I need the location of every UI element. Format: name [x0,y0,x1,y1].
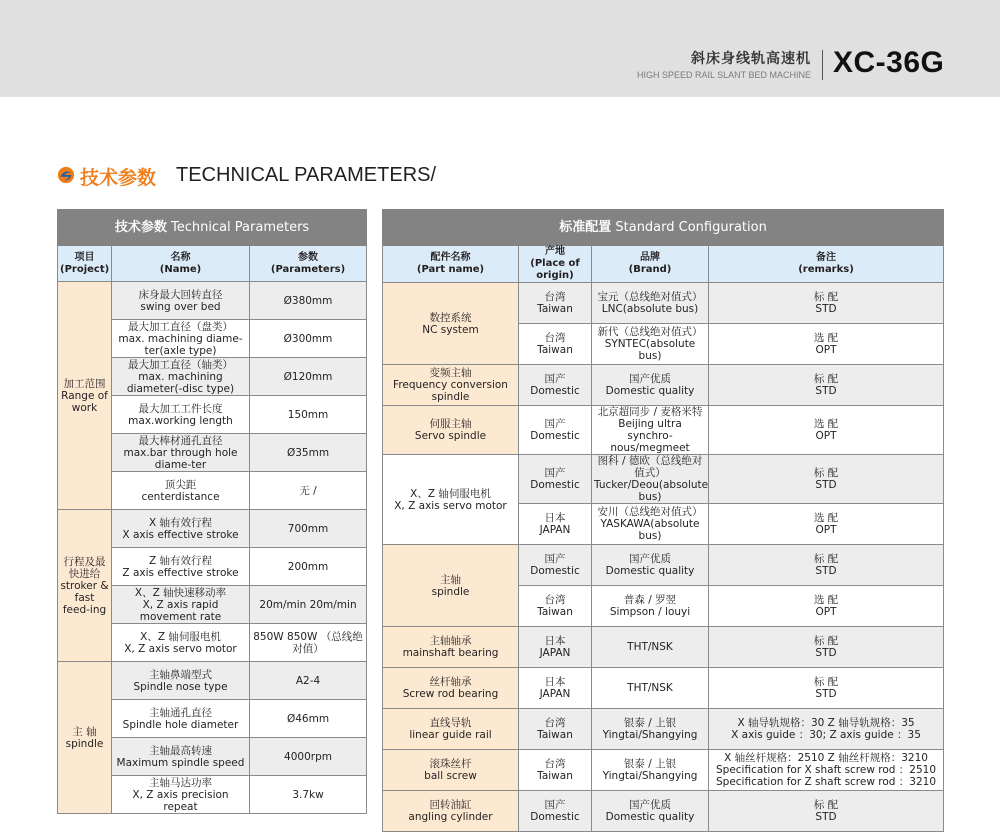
table-title-cn: 标准配置 [559,219,612,235]
parameter-name: 顶尖距 centerdistance [112,472,250,510]
origin-cell: 日本 JAPAN [519,627,592,668]
table-row [58,510,367,548]
parameter-name: 床身最大回转直径 swing over bed [112,282,250,320]
technical-parameters-title [58,210,367,246]
brand-cell: 银泰 / 上银 Yingtai/Shangying [592,709,709,750]
header-title-en: HIGH SPEED RAIL SLANT BED MACHINE [636,70,811,80]
standard-configuration-table [382,209,944,832]
origin-cell: 台湾 Taiwan [519,750,592,791]
category-cell: 主 轴 spindle [58,662,112,814]
brand-cell: 宝元（总线绝对值式） LNC(absolute bus) [592,283,709,324]
table-row [58,662,367,700]
table-row [383,627,944,668]
technical-parameters-table [57,209,367,814]
origin-cell: 台湾 Taiwan [519,283,592,324]
parameter-value: Ø46mm [250,700,367,738]
brand-cell: 北京超同步 / 麦格米特 Beijing ultra synchro-nous/megmeet [592,406,709,455]
parameter-value: 700mm [250,510,367,548]
parameter-name: 最大加工直径（盘类） max. machining diame-ter(axle type) [112,320,250,358]
parameter-value: A2-4 [250,662,367,700]
parameter-name: 最大棒材通孔直径 max.bar through hole diame-ter [112,434,250,472]
column-header-brand: 品牌 (Brand) [592,246,709,283]
category-cell: 行程及最快进给 stroker & fast feed-ing [58,510,112,662]
column-header-remarks: 备注 (remarks) [709,246,944,283]
parameter-value: 150mm [250,396,367,434]
origin-cell: 国产 Domestic [519,406,592,455]
origin-cell: 日本 JAPAN [519,504,592,545]
parameter-name: X、Z 轴伺服电机 X, Z axis servo motor [112,624,250,662]
parameter-value: 无 / [250,472,367,510]
table-title-en: Standard Configuration [615,219,767,235]
brand-cell: 图科 / 德欧（总线绝对值式） Tucker/Deou(absolute bus) [592,455,709,504]
table-row [383,791,944,832]
remark-cell: 标 配 STD [709,545,944,586]
origin-cell: 日本 JAPAN [519,668,592,709]
table-row [383,283,944,324]
remark-cell: 标 配 STD [709,627,944,668]
origin-cell: 台湾 Taiwan [519,586,592,627]
table-row [58,282,367,320]
brand-cell: THT/NSK [592,668,709,709]
part-name: 直线导轨 linear guide rail [383,709,519,750]
remark-cell: 选 配 OPT [709,504,944,545]
table-row [383,545,944,586]
brand-cell: 安川（总线绝对值式） YASKAWA(absolute bus) [592,504,709,545]
model-number: XC-36G [833,46,945,79]
brand-cell: 国产优质 Domestic quality [592,545,709,586]
brand-cell: 国产优质 Domestic quality [592,791,709,832]
parameter-value: Ø120mm [250,358,367,396]
category-cell: 加工范围 Range of work [58,282,112,510]
brand-cell: 新代（总线绝对值式） SYNTEC(absolute bus) [592,324,709,365]
parameter-value: 4000rpm [250,738,367,776]
origin-cell: 国产 Domestic [519,455,592,504]
table-row [383,709,944,750]
standard-configuration-title [383,210,944,246]
table-row [383,750,944,791]
remark-cell: 标 配 STD [709,455,944,504]
company-logo-icon [57,166,75,184]
parameter-name: 主轴鼻端型式 Spindle nose type [112,662,250,700]
table-row [383,668,944,709]
parameter-value: Ø300mm [250,320,367,358]
remark-cell: X 轴导轨规格：30 Z 轴导轨规格：35 X axis guide ：30; Z axis guide ：35 [709,709,944,750]
column-header-parameters: 参数 (Parameters) [250,246,367,282]
section-title-en: TECHNICAL PARAMETERS/ [176,164,437,186]
parameter-value: 20m/min 20m/min [250,586,367,624]
origin-cell: 国产 Domestic [519,365,592,406]
parameter-value: 200mm [250,548,367,586]
table-title-en: Technical Parameters [170,219,310,235]
parameter-value: Ø380mm [250,282,367,320]
brand-cell: 国产优质 Domestic quality [592,365,709,406]
table-row [383,406,944,455]
header-title-cn: 斜床身线轨高速机 [691,51,811,67]
part-name: 滚珠丝杆 ball screw [383,750,519,791]
part-name: 主轴轴承 mainshaft bearing [383,627,519,668]
part-name: 数控系统 NC system [383,283,519,365]
remark-cell: 选 配 OPT [709,324,944,365]
parameter-name: 最大加工工件长度 max.working length [112,396,250,434]
origin-cell: 台湾 Taiwan [519,709,592,750]
part-name: X、Z 轴伺服电机 X, Z axis servo motor [383,455,519,545]
table-title-cn: 技术参数 [114,219,167,235]
header-divider [822,50,823,80]
part-name: 丝杆轴承 Screw rod bearing [383,668,519,709]
remark-cell: 标 配 STD [709,365,944,406]
origin-cell: 国产 Domestic [519,791,592,832]
parameter-name: 最大加工直径（轴类） max. machining diameter(-disc type) [112,358,250,396]
brand-cell: 普森 / 罗翌 Simpson / louyi [592,586,709,627]
remark-cell: 选 配 OPT [709,406,944,455]
origin-cell: 台湾 Taiwan [519,324,592,365]
remark-cell: 标 配 STD [709,283,944,324]
parameter-value: 850W 850W （总线绝对值） [250,624,367,662]
parameter-name: X 轴有效行程 X axis effective stroke [112,510,250,548]
parameter-name: 主轴马达功率 X, Z axis precision repeat [112,776,250,814]
parameter-name: 主轴最高转速 Maximum spindle speed [112,738,250,776]
column-header-project: 项目 (Project) [58,246,112,282]
parameter-value: Ø35mm [250,434,367,472]
part-name: 主轴 spindle [383,545,519,627]
section-title-cn: 技术参数 [80,167,157,189]
column-header-name: 名称 (Name) [112,246,250,282]
part-name: 回转油缸 angling cylinder [383,791,519,832]
remark-cell: 选 配 OPT [709,586,944,627]
table-row [383,455,944,504]
table-row [383,365,944,406]
column-header-part-name: 配件名称 (Part name) [383,246,519,283]
parameter-name: X、Z 轴快速移动率 X, Z axis rapid movement rate [112,586,250,624]
brand-cell: THT/NSK [592,627,709,668]
brand-cell: 银泰 / 上银 Yingtai/Shangying [592,750,709,791]
header-banner [0,0,1000,97]
remark-cell: X 轴丝杆规格：2510 Z 轴丝杆规格：3210 Specification for X shaft screw rod ：2510 Specification for Z shaft screw rod ：3210 [709,750,944,791]
part-name: 变频主轴 Frequency conversion spindle [383,365,519,406]
origin-cell: 国产 Domestic [519,545,592,586]
column-header-origin: 产地 (Place of origin) [519,246,592,283]
parameter-value: 3.7kw [250,776,367,814]
parameter-name: 主轴通孔直径 Spindle hole diameter [112,700,250,738]
remark-cell: 标 配 STD [709,791,944,832]
part-name: 伺服主轴 Servo spindle [383,406,519,455]
parameter-name: Z 轴有效行程 Z axis effective stroke [112,548,250,586]
remark-cell: 标 配 STD [709,668,944,709]
